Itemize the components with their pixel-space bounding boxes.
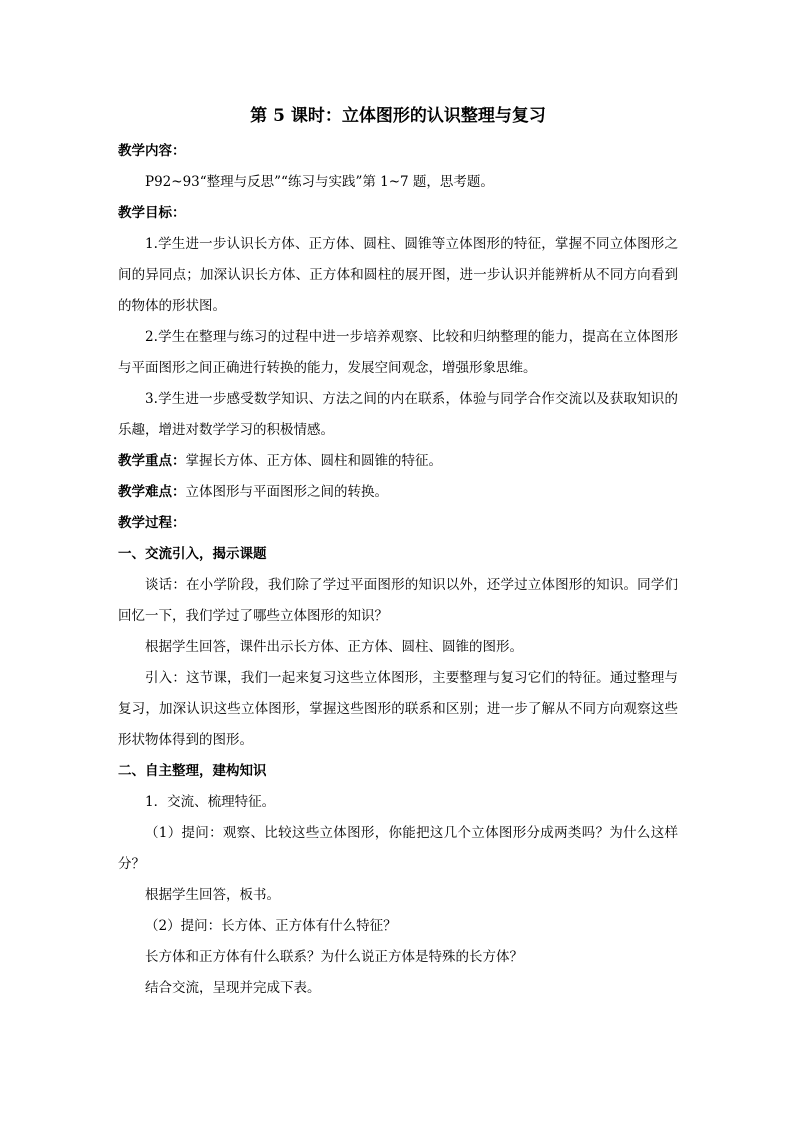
section2-paragraph-4: （2）提问：长方体、正方体有什么特征？ bbox=[145, 918, 397, 934]
difficulty-text: 立体图形与平面图形之间的转换。 bbox=[185, 484, 388, 500]
section1-paragraph-2: 根据学生回答，课件出示长方体、正方体、圆柱、圆锥的图形。 bbox=[145, 639, 523, 655]
section2-paragraph-2: （1）提问：观察、比较这些立体图形，你能把这几个立体图形分成两类吗？为什么这样分？ bbox=[118, 825, 678, 872]
goals-heading: 教学目标： bbox=[118, 205, 186, 221]
section2-paragraph-6: 结合交流，呈现并完成下表。 bbox=[145, 980, 321, 996]
key-point-text: 掌握长方体、正方体、圆柱和圆锥的特征。 bbox=[185, 453, 442, 469]
goal-item-2: 2.学生在整理与练习的过程中进一步培养观察、比较和归纳整理的能力，提高在立体图形与平面图形之间正确进行转换的能力，发展空间观念，增强形象思维。 bbox=[118, 329, 678, 376]
difficulty bbox=[118, 477, 678, 508]
goal-item-1: 1.学生进一步认识长方体、正方体、圆柱、圆锥等立体图形的特征，掌握不同立体图形之间的异同点；加深认识长方体、正方体和圆柱的展开图，进一步认识并能辨析从不同方向看到的物体的形状图。 bbox=[118, 236, 678, 314]
content-heading: 教学内容： bbox=[118, 143, 186, 159]
section2-paragraph-3: 根据学生回答，板书。 bbox=[145, 887, 280, 903]
goal-item-3: 3.学生进一步感受数学知识、方法之间的内在联系，体验与同学合作交流以及获取知识的乐趣，增进对数学学习的积极情感。 bbox=[118, 391, 678, 438]
document-page bbox=[118, 100, 678, 1004]
content-text: P92~93“整理与反思”“练习与实践”第 1~7 题，思考题。 bbox=[145, 174, 494, 190]
key-point bbox=[118, 446, 678, 477]
section2-paragraph-5: 长方体和正方体有什么联系？为什么说正方体是特殊的长方体？ bbox=[145, 949, 523, 965]
section1-paragraph-1: 谈话：在小学阶段，我们除了学过平面图形的知识以外，还学过立体图形的知识。同学们回忆一下，我们学过了哪些立体图形的知识？ bbox=[118, 577, 678, 624]
process-heading: 教学过程： bbox=[118, 515, 186, 531]
lesson-title: 第 5 课时：立体图形的认识整理与复习 bbox=[250, 106, 546, 126]
key-point-label: 教学重点： bbox=[118, 453, 186, 469]
section2-paragraph-1: 1．交流、梳理特征。 bbox=[145, 794, 276, 810]
section2-heading: 二、自主整理，建构知识 bbox=[118, 763, 267, 779]
section1-heading: 一、交流引入，揭示课题 bbox=[118, 546, 267, 562]
section1-paragraph-3: 引入：这节课，我们一起来复习这些立体图形，主要整理与复习它们的特征。通过整理与复习，加深认识这些立体图形，掌握这些图形的联系和区别；进一步了解从不同方向观察这些形状物体得到的图形。 bbox=[118, 670, 678, 748]
difficulty-label: 教学难点： bbox=[118, 484, 186, 500]
